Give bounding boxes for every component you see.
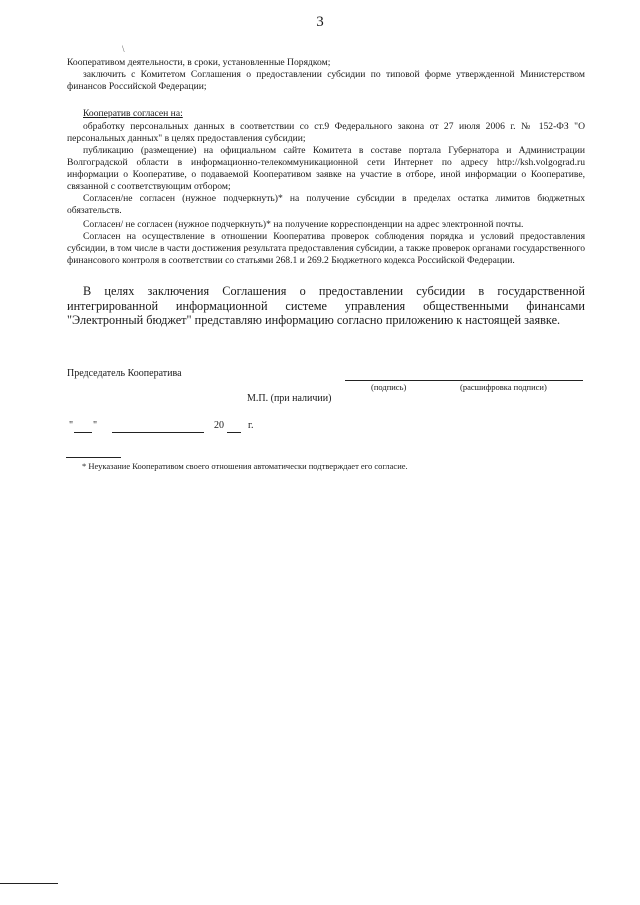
date-day-line (74, 432, 92, 433)
line-cooperative-activity: Кооперативом деятельности, в сроки, установленные Порядком; (67, 57, 331, 68)
consent-publication: публикацию (размещение) на официальном сайте Комитета в составе портала Губернатора и Администрации Волгоградской области в информационно-телекоммуникационной сети Интернет по адресу http://ksh.volgograd.ru информации о Кооперативе, о подаваемой Кооперативом заявке на участие в отборе, иной информации о Кооперативе, связанной с соответствующим отбором; (67, 145, 585, 192)
date-quote-close: " (93, 420, 98, 431)
footnote-text: * Неуказание Кооперативом своего отношения автоматически подтверждает его согласие. (82, 461, 408, 471)
footnote-separator (66, 457, 121, 458)
consent-email: Согласен/ не согласен (нужное подчеркнуть)* на получение корреспонденции на адрес электронной почты. (83, 219, 524, 230)
consent-heading (67, 108, 585, 120)
date-year-suffix: г. (248, 420, 254, 431)
scan-edge-line (0, 883, 58, 884)
consent-heading-text: Кооператив согласен на: (83, 108, 183, 119)
decode-caption: (расшифровка подписи) (460, 382, 547, 392)
consent-personal-data: обработку персональных данных в соответствии со ст.9 Федерального закона от 27 июля 2006 г. № 152-ФЗ "О персональных данных" в целях предоставления субсидии; (67, 121, 585, 144)
date-quote-open: " (69, 420, 74, 431)
consent-inspections: Согласен на осуществление в отношении Кооператива проверок соблюдения порядка и условий предоставления субсидии, в том числе в части достижения результата предоставления субсидии, а также проверок органами государственного финансового контроля в соответствии со статьями 268.1 и 269.2 Бюджетного кодекса Российской Федерации. (67, 231, 585, 266)
date-month-line (112, 432, 204, 433)
date-year-prefix: 20 (214, 420, 224, 431)
margin-mark: \ (122, 44, 125, 54)
date-year-line (227, 432, 241, 433)
consent-budget-limits: Согласен/не согласен (нужное подчеркнуть)* на получение субсидии в пределах остатка лимитов бюджетных обязательств. (67, 193, 585, 216)
line-conclude-agreement: заключить с Комитетом Соглашения о предоставлении субсидии по типовой форме утвержденной Министерством финансов Российской Федерации; (67, 69, 585, 92)
stamp-label: М.П. (при наличии) (247, 393, 332, 404)
chairman-label: Председатель Кооператива (67, 368, 182, 379)
sign-caption: (подпись) (371, 382, 407, 392)
page-number: 3 (316, 14, 324, 30)
signature-line (345, 380, 583, 381)
main-paragraph: В целях заключения Соглашения о предоставлении субсидии в государственной интегрированной информационной системе управления общественными финансами "Электронный бюджет" представляю информацию согласно приложению к настоящей заявке. (67, 284, 585, 327)
